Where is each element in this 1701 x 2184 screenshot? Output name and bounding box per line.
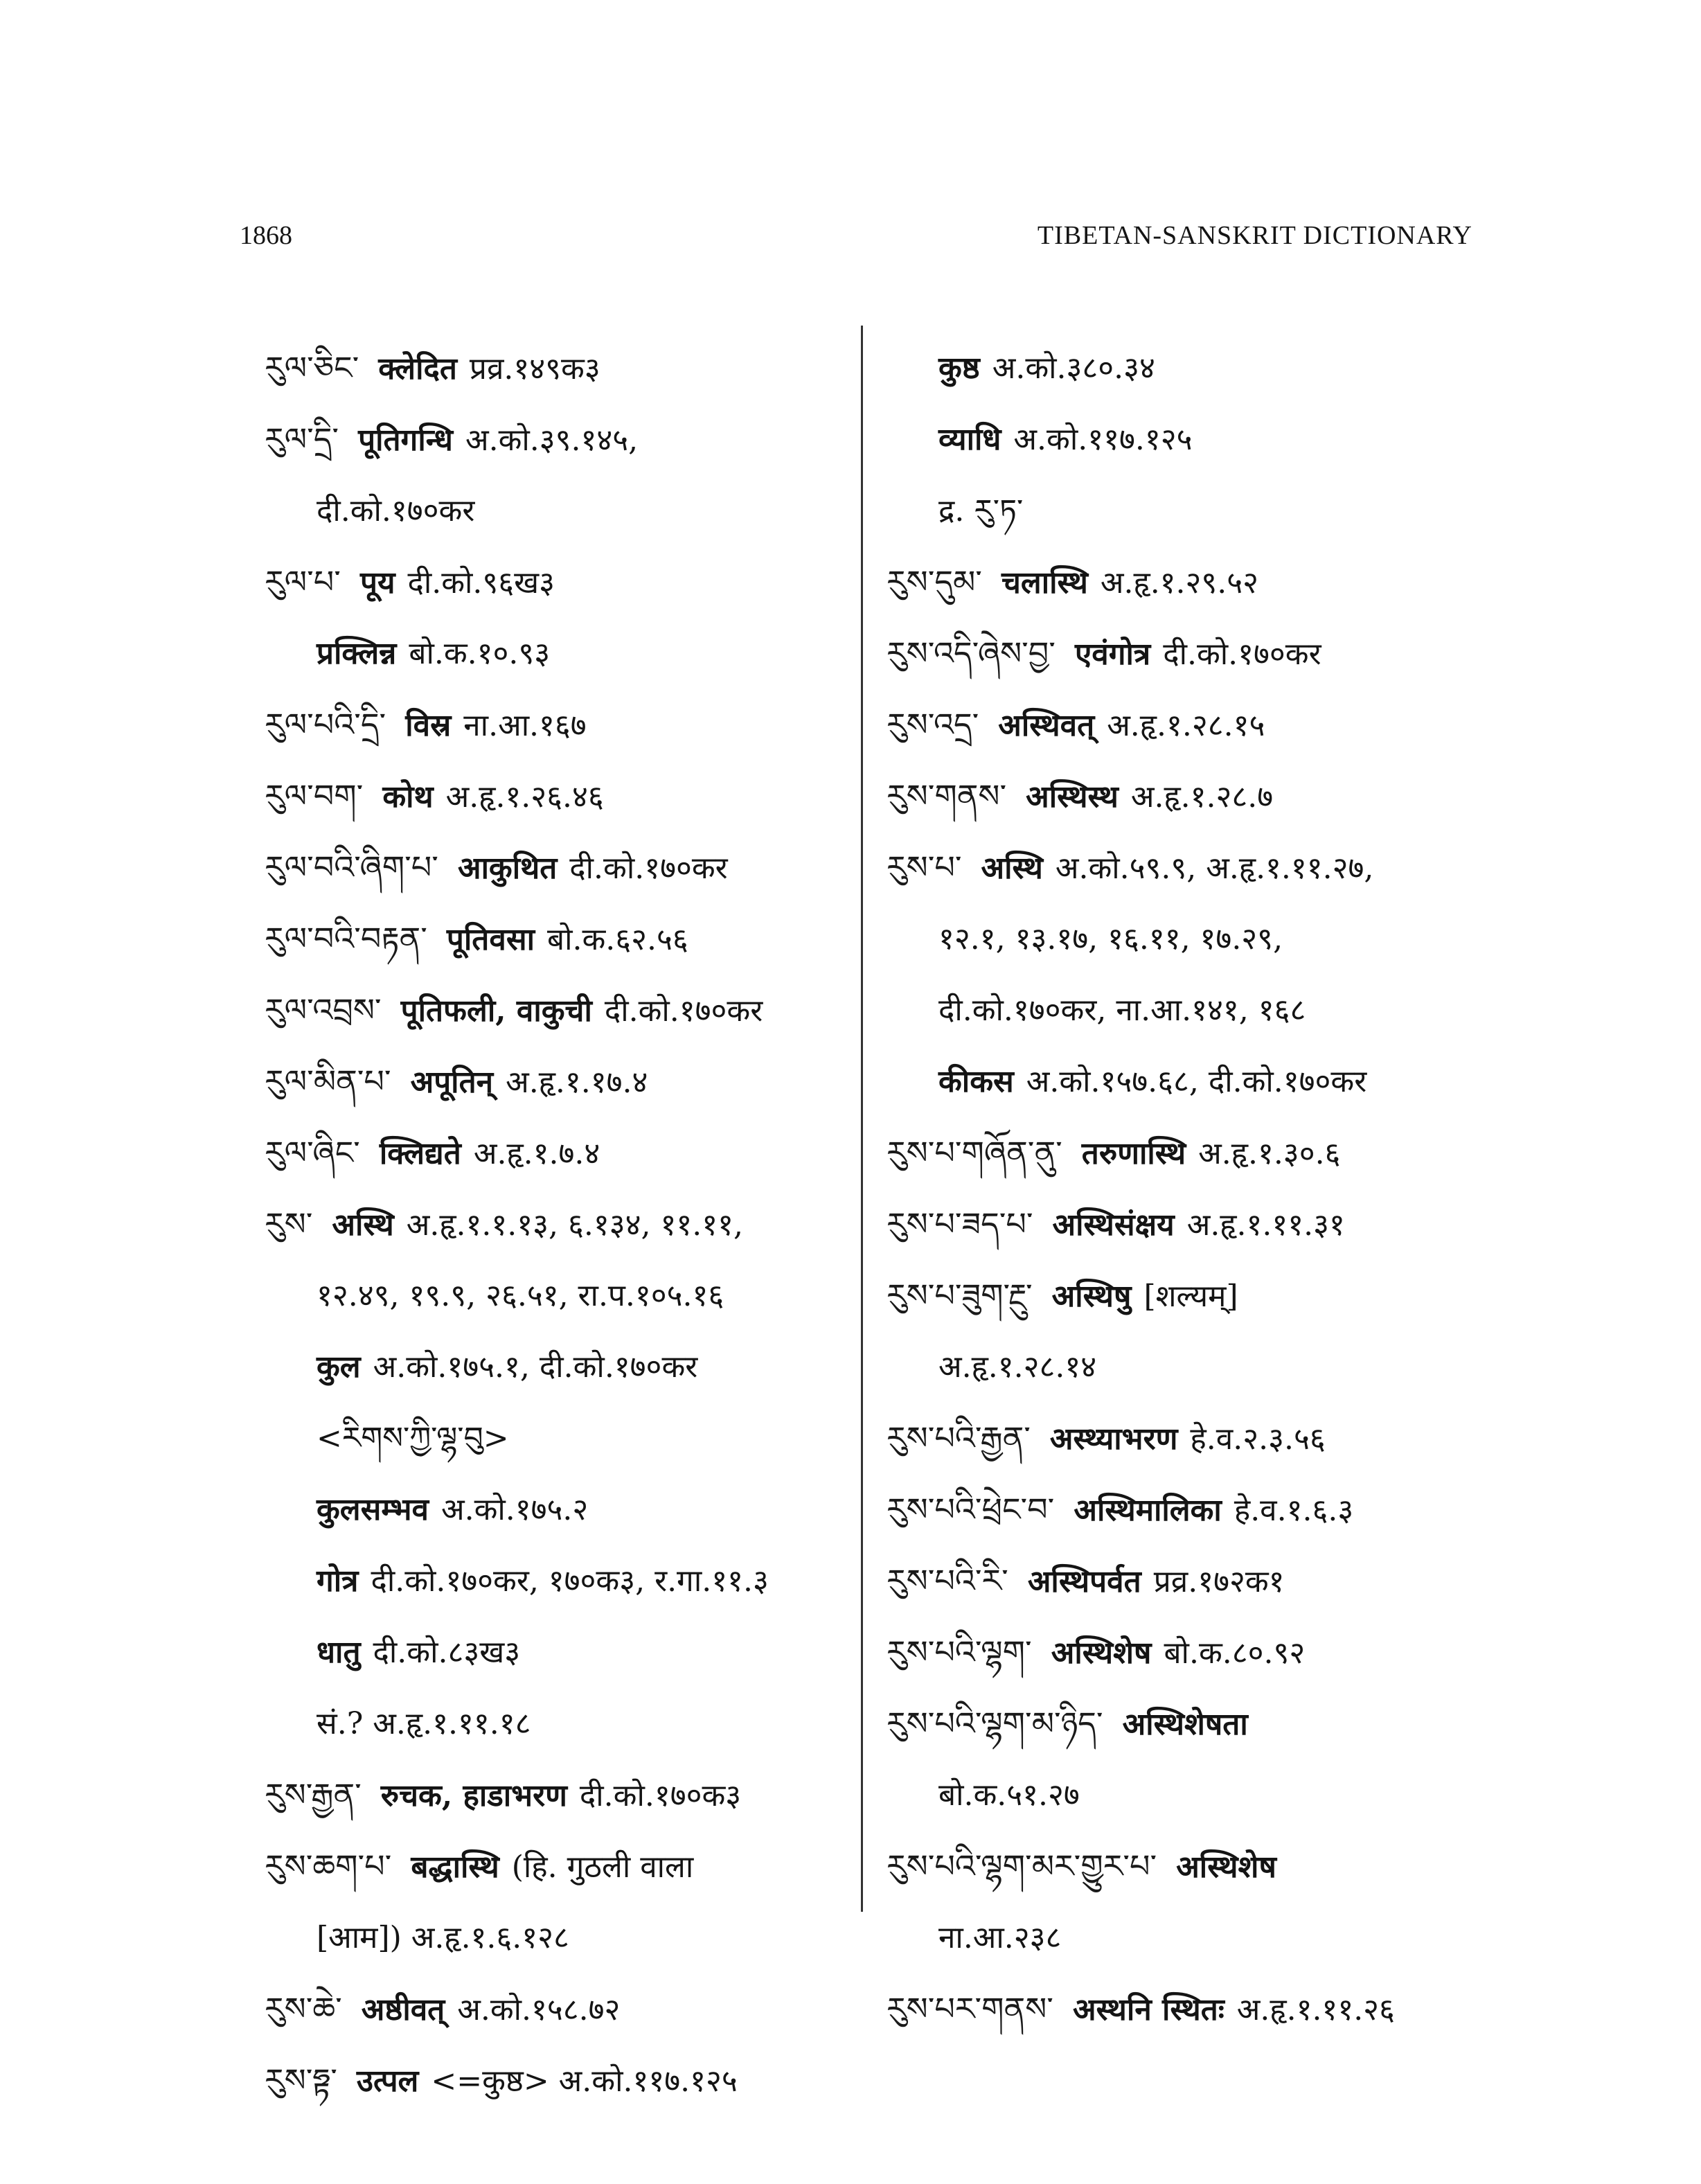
sanskrit-equivalent: व्याधि <box>938 422 1001 457</box>
sanskrit-equivalent: कुष्ठ <box>938 350 980 386</box>
dictionary-line <box>887 832 1496 903</box>
right-column <box>887 332 1496 2045</box>
tibetan-headword: རུལ་པའི་དྲི་ <box>265 706 386 743</box>
dictionary-line <box>887 975 1496 1046</box>
source-reference: दी.को.१७०कर <box>1163 637 1321 672</box>
tibetan-headword: རུལ་ཅིང་ <box>265 349 359 387</box>
dictionary-line <box>265 903 853 975</box>
source-reference: १२.१, १३.१७, १६.११, १७.२९, <box>938 921 1283 957</box>
tibetan-headword: རུས་འདྲ་ <box>887 706 979 743</box>
sanskrit-equivalent: अपूतिन् <box>410 1065 494 1100</box>
tibetan-headword: རུལ་འབྲས་ <box>265 991 382 1029</box>
sanskrit-equivalent: कुलसम्भव <box>317 1492 429 1527</box>
tibetan-headword: རུས་ <box>265 1205 313 1243</box>
sanskrit-equivalent: अस्थिसंक्षय <box>1052 1207 1175 1243</box>
column-divider <box>861 326 863 1912</box>
dictionary-line <box>887 1046 1496 1117</box>
tibetan-headword: རུལ་མིན་པ་ <box>265 1063 391 1100</box>
dictionary-line <box>887 689 1496 761</box>
source-reference: बो.क.१०.९३ <box>409 636 551 671</box>
source-reference: अ.को.५९.९, अ.हृ.१.११.२७, <box>1055 851 1374 886</box>
dictionary-line <box>887 1403 1496 1474</box>
source-reference: दी.को.१७०कर <box>604 993 763 1029</box>
dictionary-line <box>887 1545 1496 1617</box>
dictionary-line <box>265 332 853 404</box>
dictionary-line <box>265 1545 853 1617</box>
sanskrit-equivalent: क्लेदित <box>378 351 457 387</box>
sanskrit-equivalent: अस्थि <box>981 851 1043 886</box>
source-reference: दी.को.१७०कर, ना.आ.१४१, १६८ <box>938 993 1306 1028</box>
sanskrit-equivalent: प्रक्लिन्न <box>317 636 397 671</box>
sanskrit-equivalent: उत्पल <box>356 2063 419 2099</box>
sanskrit-equivalent: अस्थिवत् <box>998 708 1095 743</box>
tibetan-headword: རུས་ཆེ་ <box>265 1990 342 2027</box>
tibetan-headword: རུས་གནས་ <box>887 777 1007 815</box>
source-reference: अ.हृ.१.११.३१ <box>1186 1207 1345 1243</box>
sanskrit-equivalent: चलास्थि <box>1001 565 1088 601</box>
dictionary-line <box>887 1117 1496 1189</box>
dictionary-line <box>265 547 853 618</box>
source-reference: अ.को.३९.१४५, <box>465 423 639 458</box>
sanskrit-equivalent: पूतिफली, वाकुची <box>400 993 592 1029</box>
source-reference: दी.को.१७०कर, १७०क३, र.गा.११.३ <box>371 1563 769 1599</box>
sanskrit-equivalent: एवंगोत्र <box>1074 637 1151 672</box>
dictionary-line <box>265 475 853 547</box>
tibetan-headword: རུས་པའི་ལྷག་མར་གྱུར་པ་ <box>887 1847 1157 1885</box>
dictionary-line <box>887 1189 1496 1260</box>
dictionary-line <box>265 1331 853 1403</box>
sanskrit-equivalent: पूतिवसा <box>446 922 535 957</box>
source-reference: अ.हृ.१.२८.७ <box>1130 779 1274 815</box>
source-reference: अ.हृ.१.२८.१५ <box>1107 708 1265 743</box>
source-reference: अ.हृ.१.१.१३, ६.१३४, ११.११, <box>406 1207 743 1243</box>
tibetan-headword: རུས་པ་ <box>887 849 962 886</box>
tibetan-headword: རུས་པའི་ལྷག་ <box>887 1633 1032 1671</box>
sanskrit-equivalent: अस्थिशेष <box>1176 1849 1276 1885</box>
source-reference: दी.को.९६ख३ <box>407 565 555 601</box>
dictionary-line <box>265 1831 853 1902</box>
tibetan-headword: རུལ་ཞིང་ <box>265 1134 360 1171</box>
source-reference: बो.क.८०.९२ <box>1164 1635 1306 1671</box>
source-reference: हे.व.१.६.३ <box>1234 1493 1354 1528</box>
tibetan-headword: རུས་པའི་རྒྱན་ <box>887 1419 1031 1457</box>
dictionary-line <box>265 1117 853 1189</box>
dictionary-line <box>265 1189 853 1260</box>
sanskrit-equivalent: अस्थि <box>332 1207 394 1243</box>
source-reference: दी.को.१७०कर <box>317 493 475 529</box>
dictionary-line <box>887 332 1496 404</box>
source-reference: अ.को.१५८.७२ <box>457 1992 621 2027</box>
source-reference: दी.को.१७०क३ <box>579 1778 742 1813</box>
source-reference: अ.हृ.१.१७.४ <box>506 1065 648 1100</box>
dictionary-line <box>887 1617 1496 1688</box>
sanskrit-equivalent: कोथ <box>382 779 434 815</box>
source-reference: <=कुष्ठ> अ.को.११७.१२५ <box>431 2063 738 2099</box>
dictionary-line <box>887 1260 1496 1331</box>
dictionary-line <box>887 761 1496 832</box>
dictionary-line <box>265 832 853 903</box>
dictionary-line <box>265 1759 853 1831</box>
sanskrit-equivalent: धातु <box>317 1635 361 1670</box>
dictionary-line <box>265 1688 853 1759</box>
dictionary-line <box>265 1617 853 1688</box>
sanskrit-equivalent: अस्थ्याभरण <box>1049 1421 1178 1457</box>
sanskrit-equivalent: कुल <box>317 1349 361 1385</box>
source-reference: प्रव्र.१४९क३ <box>469 351 600 387</box>
sanskrit-equivalent: अस्थिषु <box>1051 1279 1132 1314</box>
dictionary-line <box>265 2045 853 2116</box>
dictionary-line <box>265 1403 853 1474</box>
tibetan-headword: རུས་པའི་རི་ <box>887 1562 1008 1599</box>
source-reference: अ.को.१५७.६८, दी.को.१७०कर <box>1026 1064 1367 1099</box>
dictionary-line <box>887 1474 1496 1545</box>
source-reference: [शल्यम्] <box>1143 1279 1238 1314</box>
sanskrit-equivalent: अष्ठीवत् <box>361 1992 445 2027</box>
dictionary-line <box>265 1046 853 1117</box>
dictionary-line <box>265 1474 853 1545</box>
sanskrit-equivalent: कीकस <box>938 1064 1014 1099</box>
dictionary-line <box>887 1973 1496 2045</box>
dictionary-line <box>887 1759 1496 1831</box>
source-reference: अ.हृ.१.२९.५२ <box>1100 565 1259 601</box>
tibetan-headword: རུས་འདི་ཞེས་བྱ་ <box>887 634 1056 672</box>
tibetan-headword: རུས་ཧྟ་ <box>265 2061 337 2099</box>
sanskrit-equivalent: क्लिद्यते <box>379 1136 461 1171</box>
tibetan-headword: རུས་པའི་ཕྲེང་བ་ <box>887 1491 1055 1528</box>
sanskrit-equivalent: विस्र <box>405 708 452 743</box>
dictionary-line <box>887 903 1496 975</box>
tibetan-headword: རུས་དུམ་ <box>887 563 982 601</box>
source-reference: बो.क.६२.५६ <box>546 922 688 957</box>
source-reference: ना.आ.१६७ <box>463 708 587 743</box>
source-reference: १२.४९, १९.९, २६.५१, रा.प.१०५.१६ <box>317 1278 724 1313</box>
sanskrit-equivalent: अस्थिशेषता <box>1122 1707 1248 1742</box>
sanskrit-equivalent: अस्थिशेष <box>1051 1635 1152 1671</box>
dictionary-line <box>265 1260 853 1331</box>
sanskrit-equivalent: अस्थिमालिका <box>1074 1493 1222 1528</box>
tibetan-headword: རུས་རྒྱན་ <box>265 1776 362 1813</box>
sanskrit-equivalent: बद्धास्थि <box>411 1849 499 1885</box>
source-reference: द्र. རུ་ཏ་ <box>938 493 1024 529</box>
dictionary-line <box>265 689 853 761</box>
source-reference: अ.को.११७.१२५ <box>1013 422 1193 457</box>
tibetan-headword: རུལ་བའི་ཞིག་པ་ <box>265 849 438 886</box>
tibetan-headword: རུལ་བའི་བརྟན་ <box>265 920 427 957</box>
dictionary-line <box>887 1331 1496 1403</box>
dictionary-line <box>887 475 1496 547</box>
sanskrit-equivalent: पूतिगन्धि <box>358 423 453 458</box>
source-reference: <རིགས་ཀྱི་ལྷ་བུ> <box>317 1421 509 1456</box>
source-reference: बो.क.५१.२७ <box>938 1777 1080 1813</box>
sanskrit-equivalent: पूय <box>359 565 395 601</box>
source-reference: अ.हृ.१.११.२६ <box>1236 1992 1395 2027</box>
dictionary-line <box>887 1831 1496 1902</box>
tibetan-headword: རུས་པར་གནས་ <box>887 1990 1053 2027</box>
dictionary-line <box>265 975 853 1046</box>
dictionary-line <box>265 1902 853 1973</box>
source-reference: अ.हृ.१.३०.६ <box>1198 1136 1341 1171</box>
page-number: 1868 <box>240 221 292 250</box>
dictionary-line <box>265 404 853 475</box>
sanskrit-equivalent: आकुथित <box>457 851 558 886</box>
source-reference: अ.को.३८०.३४ <box>992 350 1155 386</box>
dictionary-line <box>887 404 1496 475</box>
tibetan-headword: རུས་པ་ཟད་པ་ <box>887 1205 1033 1243</box>
dictionary-line <box>887 1902 1496 1973</box>
sanskrit-equivalent: अस्थनि स्थितः <box>1072 1992 1224 2027</box>
sanskrit-equivalent: रुचक, हाडाभरण <box>380 1778 567 1813</box>
source-reference: दी.को.१७०कर <box>569 851 728 886</box>
source-reference: ना.आ.२३८ <box>938 1920 1062 1955</box>
tibetan-headword: རུལ་པ་ <box>265 563 341 601</box>
tibetan-headword: རུས་པ་ཟུག་རྔུ་ <box>887 1277 1033 1314</box>
tibetan-headword: རུལ་བག་ <box>265 777 364 815</box>
left-column <box>265 332 853 2116</box>
source-reference: हे.व.२.३.५६ <box>1190 1421 1326 1457</box>
tibetan-headword: རུས་པའི་ལྷག་མ་ཉིད་ <box>887 1705 1103 1742</box>
dictionary-line <box>265 618 853 689</box>
sanskrit-equivalent: अस्थिस्थ <box>1026 779 1119 815</box>
sanskrit-equivalent: अस्थिपर्वत <box>1027 1564 1141 1599</box>
source-reference: सं.? अ.हृ.१.११.१८ <box>317 1706 531 1741</box>
source-reference: अ.हृ.१.२८.१४ <box>938 1349 1097 1385</box>
source-reference: (हि. गुठली वाला <box>511 1849 694 1885</box>
tibetan-headword: རུས་པ་གཞོན་ནུ་ <box>887 1134 1062 1171</box>
sanskrit-equivalent: तरुणास्थि <box>1081 1136 1186 1171</box>
tibetan-headword: རུལ་དྲི་ <box>265 420 339 458</box>
source-reference: अ.हृ.१.७.४ <box>473 1136 600 1171</box>
dictionary-line <box>265 1973 853 2045</box>
source-reference: अ.हृ.१.२६.४६ <box>445 779 604 815</box>
tibetan-headword: རུས་ཆག་པ་ <box>265 1847 392 1885</box>
sanskrit-equivalent: गोत्र <box>317 1563 359 1599</box>
source-reference: प्रव्र.१७२क१ <box>1153 1564 1285 1599</box>
source-reference: [आम]) अ.हृ.१.६.१२८ <box>317 1920 569 1955</box>
source-reference: दी.को.८३ख३ <box>373 1635 521 1670</box>
dictionary-line <box>887 547 1496 618</box>
running-title: TIBETAN-SANSKRIT DICTIONARY <box>1037 221 1472 250</box>
dictionary-line <box>265 761 853 832</box>
source-reference: अ.को.१७५.२ <box>440 1492 589 1527</box>
dictionary-line <box>887 1688 1496 1759</box>
dictionary-line <box>887 618 1496 689</box>
source-reference: अ.को.१७५.१, दी.को.१७०कर <box>373 1349 698 1385</box>
